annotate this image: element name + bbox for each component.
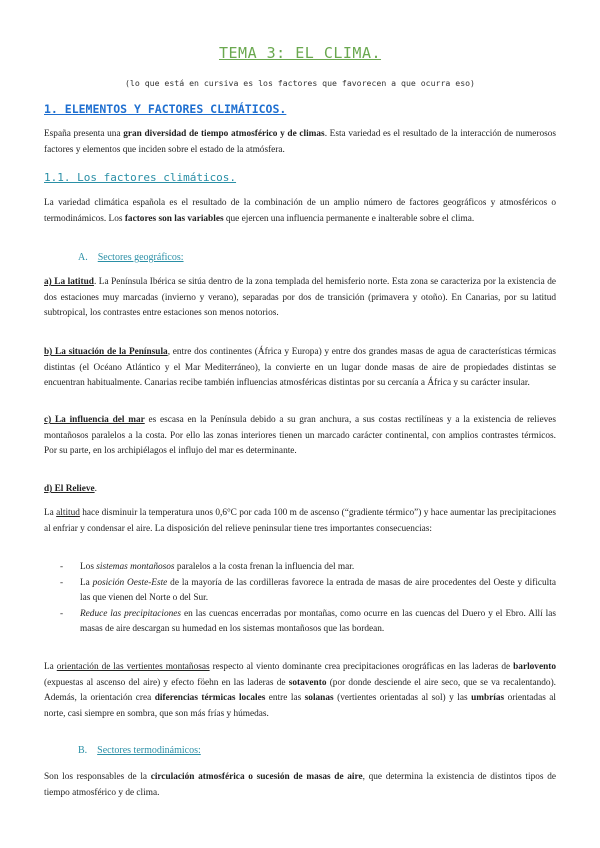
sector-b-paragraph: Son los responsables de la circulación atmosférica o sucesión de masas de aire, que determina la existencia de distintos tipos de tiempo atmosférico y de clima. (44, 772, 556, 798)
mar-paragraph: c) La influencia del mar es escasa en la Península debido a su gran anchura, a sus costas rectilíneas y a la existencia de relieves montañosos paralelos a la costa. Por ello las zonas interiores tienen un marcado carácter continental, con amplios contrastes térmicos. Por su parte, en los archipiélagos el influjo del mar es determinante. (44, 415, 556, 456)
altitud-paragraph: La altitud hace disminuir la temperatura unos 0,6°C por cada 100 m de ascenso (“gradiente térmico”) y hace aumentar las precipitaciones al enfriar y condensar el aire. La disposición del relieve peninsular tiene tres importantes consecuencias: (44, 508, 556, 534)
relieve-heading: d) El Relieve. (44, 484, 97, 494)
sector-b-heading: B. Sectores termodinámicos: (78, 745, 201, 756)
list-item: - La posición Oeste-Este de la mayoría de las cordilleras favorece la entrada de masas de aire procedentes del Oeste y dificulta las que vienen del Norte o del Sur. (60, 577, 556, 603)
section-1-1-paragraph: La variedad climática española es el resultado de la combinación de un amplio número de factores geográficos y atmosféricos o termodinámicos. Los factores son las variables que ejercen una influencia permanente e inalterable sobre el clima. (44, 198, 556, 224)
sector-a-heading: A. Sectores geográficos: (78, 252, 184, 263)
document-title: TEMA 3: EL CLIMA. (218, 44, 382, 62)
relieve-consequences-list (44, 560, 556, 638)
document-subtitle: (lo que está en cursiva es los factores que favorecen a que ocurra eso) (125, 78, 475, 88)
situacion-paragraph: b) La situación de la Península, entre dos continentes (África y Europa) y entre dos grandes masas de agua de características térmicas distintas (el Océano Atlántico y el Mar Mediterráneo), la convierte en un lugar donde masas de aire de propiedades distintas se encuentran habitualmente. Canarias recibe también influencias atmosféricas distintas por su cercanía a África y su carácter insular. (44, 347, 556, 388)
list-item: - Los sistemas montañosos paralelos a la costa frenan la influencia del mar. (60, 562, 355, 572)
section-1-intro: España presenta una gran diversidad de tiempo atmosférico y de climas. Esta variedad es el resultado de la interacción de numerosos factores y elementos que inciden sobre el estado de la atmósfera. (44, 129, 557, 155)
section-1-heading: 1. ELEMENTOS Y FACTORES CLIMÁTICOS. (44, 102, 287, 116)
list-item: - Reduce las precipitaciones en las cuencas encerradas por montañas, como ocurre en las cuencas del Duero y el Ebro. Allí las masas de aire descargan su humedad en los sistemas montañosos que las bordean. (60, 608, 556, 634)
section-1-1-heading: 1.1. Los factores climáticos. (44, 171, 237, 184)
orientacion-paragraph: La orientación de las vertientes montañosas respecto al viento dominante crea precipitaciones orográficas en las laderas de barlovento (expuestas al ascenso del aire) y efecto föehn en las laderas de sotavento (por donde desciende el aire seco, que se va recalentando). Además, la orientación crea diferencias térmicas locales entre las solanas (vertientes orientadas al sol) y las umbrías orientadas al norte, casi siempre en sombra, que son más frías y húmedas. (44, 662, 557, 719)
latitud-paragraph: a) La latitud. La Península Ibérica se sitúa dentro de la zona templada del hemisferio norte. Esta zona se caracteriza por la existencia de dos estaciones muy marcadas (invierno y verano), separadas por dos de transición (primavera y otoño). En Canarias, por su latitud subtropical, los contrastes entre estaciones son menos notorios. (44, 277, 557, 318)
